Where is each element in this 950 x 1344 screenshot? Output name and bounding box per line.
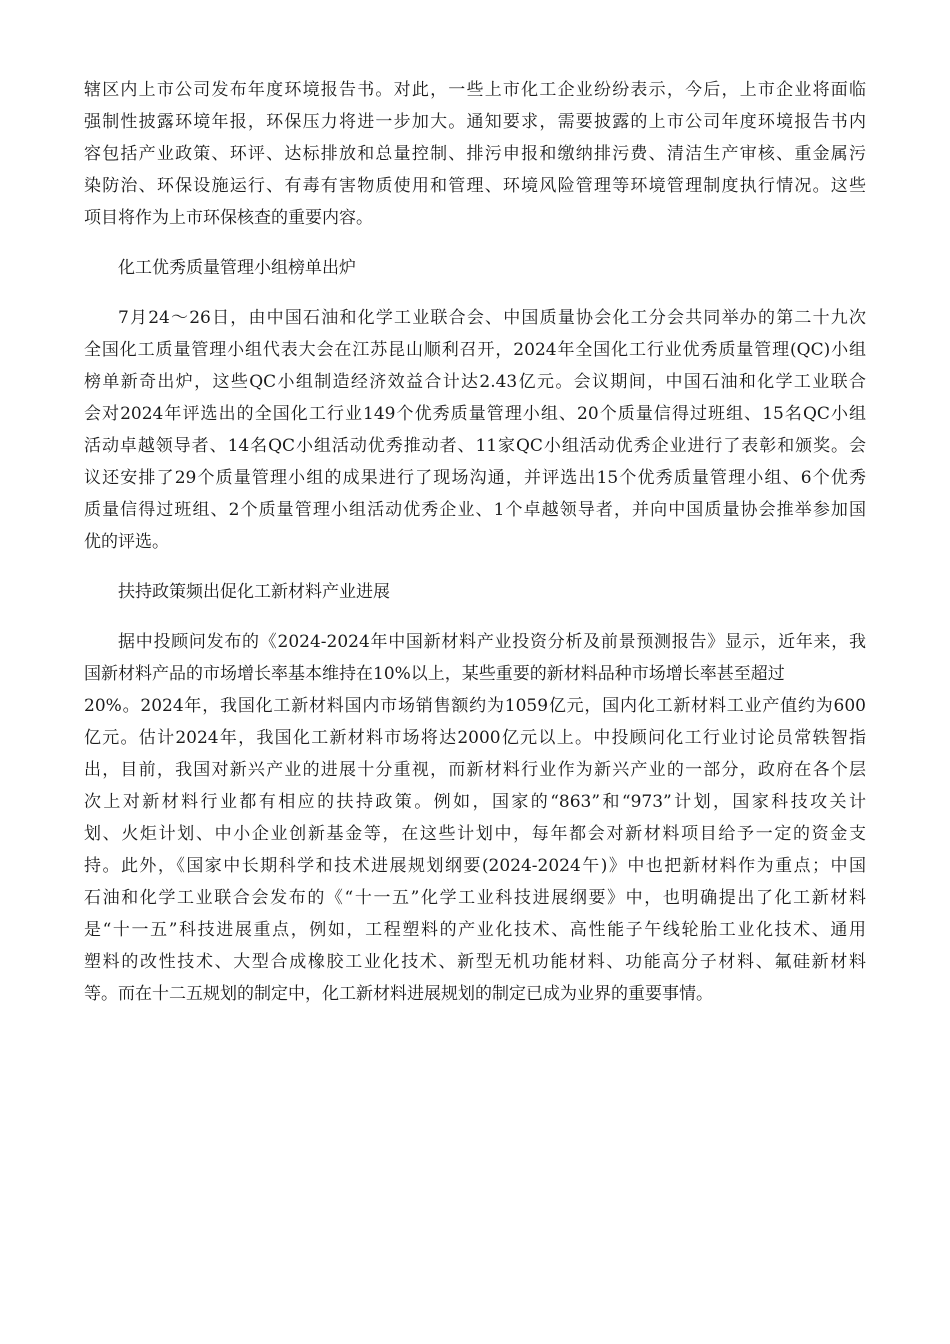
text-line: 7月24～26日，由中国石油和化学工业联合会、中国质量协会化工分会共同举办的第二十九次	[118, 308, 866, 328]
text-line: 议还安排了29个质量管理小组的成果进行了现场沟通，并评选出15个优秀质量管理小组、6个优秀	[84, 468, 866, 488]
text-line: 等。而在十二五规划的制定中，化工新材料进展规划的制定已成为业界的重要事情。	[84, 984, 713, 1004]
text-line: 持。此外，《国家中长期科学和技术进展规划纲要(2024-2024午)》中也把新材料作为重点；中国	[84, 856, 866, 876]
paragraph-new-materials	[84, 626, 866, 1010]
text-line: 据中投顾问发布的《2024-2024年中国新材料产业投资分析及前景预测报告》显示，近年来，我	[118, 632, 866, 652]
paragraph-env-report	[84, 74, 866, 234]
text-line: 划、火炬计划、中小企业创新基金等，在这些计划中，每年都会对新材料项目给予一定的资金支	[84, 824, 866, 844]
text-line: 优的评选。	[84, 532, 169, 552]
text-line: 质量信得过班组、2个质量管理小组活动优秀企业、1个卓越领导者，并向中国质量协会推举参加国	[84, 500, 866, 520]
section-heading-qc-list	[84, 252, 866, 284]
paragraph-qc-conference	[84, 302, 866, 558]
text-line: 国新材料产品的市场增长率基本维持在10%以上，某些重要的新材料品种市场增长率甚至超过	[84, 664, 785, 684]
text-line: 20%。2024年，我国化工新材料国内市场销售额约为1059亿元，国内化工新材料工业产值约为600	[84, 696, 866, 716]
text-line: 全国化工质量管理小组代表大会在江苏昆山顺利召开，2024年全国化工行业优秀质量管理(QC)小组	[84, 340, 866, 360]
text-line: 容包括产业政策、环评、达标排放和总量控制、排污申报和缴纳排污费、清洁生产审核、重金属污	[84, 144, 866, 164]
text-line: 出，目前，我国对新兴产业的进展十分重视，而新材料行业作为新兴产业的一部分，政府在各个层	[84, 760, 866, 780]
text-line: 项目将作为上市环保核查的重要内容。	[84, 208, 373, 228]
text-line: 塑料的改性技术、大型合成橡胶工业化技术、新型无机功能材料、功能高分子材料、氟硅新材料	[84, 952, 866, 972]
text-line: 辖区内上市公司发布年度环境报告书。对此，一些上市化工企业纷纷表示，今后，上市企业将面临	[84, 80, 866, 100]
text-line: 石油和化学工业联合会发布的《“十一五”化学工业科技进展纲要》中，也明确提出了化工新材料	[84, 888, 866, 908]
heading-text: 扶持政策频出促化工新材料产业进展	[118, 582, 390, 602]
text-line: 活动卓越领导者、14名QC小组活动优秀推动者、11家QC小组活动优秀企业进行了表彰和颁奖。会	[84, 436, 866, 456]
heading-text: 化工优秀质量管理小组榜单出炉	[118, 258, 356, 278]
text-line: 是“十一五”科技进展重点，例如，工程塑料的产业化技术、高性能子午线轮胎工业化技术、通用	[84, 920, 866, 940]
text-line: 榜单新奇出炉，这些QC小组制造经济效益合计达2.43亿元。会议期间，中国石油和化学工业联合	[84, 372, 866, 392]
text-line: 强制性披露环境年报，环保压力将进一步加大。通知要求，需要披露的上市公司年度环境报告书内	[84, 112, 866, 132]
text-line: 次上对新材料行业都有相应的扶持政策。例如，国家的“863”和“973”计划，国家科技攻关计	[84, 792, 866, 812]
text-line: 亿元。估计2024年，我国化工新材料市场将达2000亿元以上。中投顾问化工行业讨论员常轶智指	[84, 728, 866, 748]
text-line: 会对2024年评选出的全国化工行业149个优秀质量管理小组、20个质量信得过班组、15名QC小组	[84, 404, 866, 424]
section-heading-new-materials	[84, 576, 866, 608]
document-body	[84, 74, 866, 1010]
text-line: 染防治、环保设施运行、有毒有害物质使用和管理、环境风险管理等环境管理制度执行情况。这些	[84, 176, 866, 196]
